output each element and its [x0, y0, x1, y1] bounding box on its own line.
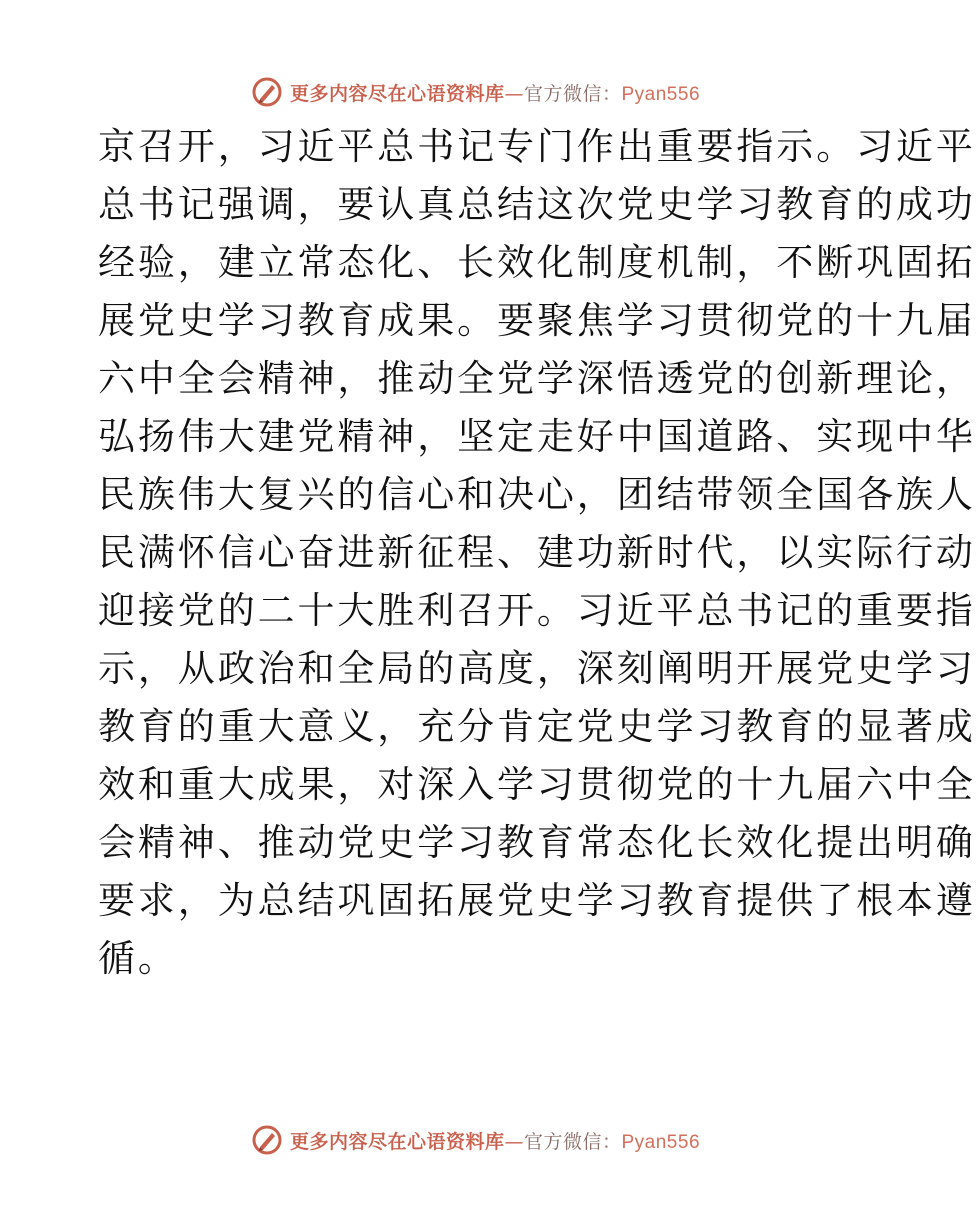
footer-watermark — [0, 1120, 950, 1160]
watermark-site-text: 更多内容尽在心语资料库 — [289, 82, 505, 105]
watermark-official-label: 官方微信： — [523, 82, 622, 105]
text-line: 会精神、推动党史学习教育常态化长效化提出明确 — [98, 821, 976, 864]
document-body — [98, 118, 976, 988]
text-line: 展党史学习教育成果。要聚焦学习贯彻党的十九届 — [98, 299, 976, 342]
watermark-dash: — — [504, 82, 524, 105]
text-line: 效和重大成果，对深入学习贯彻党的十九届六中全 — [98, 763, 976, 806]
text-line: 要求，为总结巩固拓展党史学习教育提供了根本遵 — [98, 879, 976, 922]
text-line: 六中全会精神，推动全党学深悟透党的创新理论， — [98, 357, 976, 400]
text-line: 民族伟大复兴的信心和决心，团结带领全国各族人 — [98, 473, 976, 516]
header-watermark — [0, 72, 950, 112]
text-line: 示，从政治和全局的高度，深刻阐明开展党史学习 — [98, 647, 976, 690]
watermark-text — [290, 1127, 700, 1154]
watermark-site-text: 更多内容尽在心语资料库 — [289, 1130, 505, 1153]
text-line: 京召开，习近平总书记专门作出重要指示。习近平 — [98, 125, 976, 168]
text-line: 循。 — [98, 937, 178, 980]
watermark-text — [290, 79, 700, 106]
text-line: 总书记强调，要认真总结这次党史学习教育的成功 — [98, 183, 976, 226]
text-line: 迎接党的二十大胜利召开。习近平总书记的重要指 — [98, 589, 976, 632]
text-line: 教育的重大意义，充分肯定党史学习教育的显著成 — [98, 705, 976, 748]
text-line: 弘扬伟大建党精神，坚定走好中国道路、实现中华 — [98, 415, 976, 458]
watermark-wechat-id: Pyan556 — [621, 83, 701, 105]
watermark-dash: — — [504, 1130, 524, 1153]
watermark-official-label: 官方微信： — [523, 1130, 622, 1153]
text-line: 经验，建立常态化、长效化制度机制，不断巩固拓 — [98, 241, 976, 284]
text-line: 民满怀信心奋进新征程、建功新时代，以实际行动 — [98, 531, 976, 574]
pen-logo-icon — [250, 1123, 284, 1157]
pen-logo-icon — [250, 75, 284, 109]
watermark-wechat-id: Pyan556 — [621, 1131, 701, 1153]
